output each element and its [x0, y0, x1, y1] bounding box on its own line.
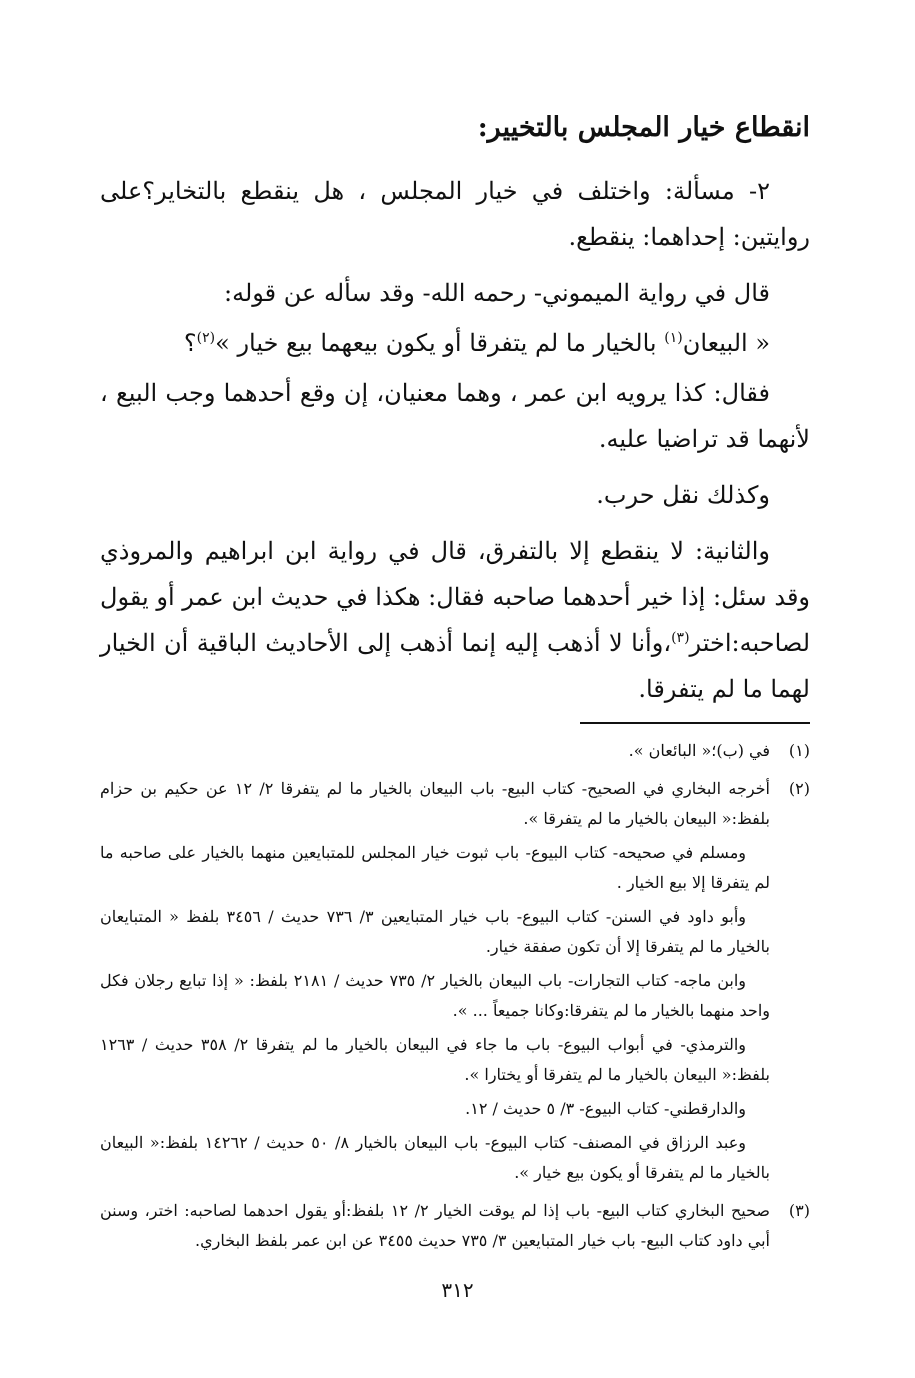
footnote-ref-2: (٢) — [196, 330, 216, 346]
footnote-2 — [100, 774, 810, 1192]
footnote-ref-1: (١) — [664, 330, 683, 346]
paragraph-2: قال في رواية الميموني- رحمه الله- وقد سأله عن قوله: — [224, 279, 770, 307]
paragraph-3-quote — [100, 320, 810, 366]
footnote-body — [100, 1196, 770, 1260]
footnote-body — [100, 774, 770, 1192]
paragraph-6-part-a: والثانية: لا ينقطع إلا بالتفرق، قال في رواية ابن ابراهيم والمروذي وقد سئل: إذا خير أحدهما صاحبه فقال: هكذا في حديث ابن عمر أو يقول لصاحبه:اختر — [100, 537, 811, 657]
footnote-line: وعبد الرزاق في المصنف- كتاب البيوع- باب البيعان بالخيار ٨/ ٥٠ حديث / ١٤٢٦٢ بلفظ:« البيعان بالخيار ما لم يتفرقا أو يكون بيع خيار ». — [100, 1133, 770, 1182]
footnote-separator — [580, 722, 810, 724]
footnote-3 — [100, 1196, 810, 1260]
footnote-line: والترمذي- في أبواب البيوع- باب ما جاء في البيعان بالخيار ما لم يتفرقا ٢/ ٣٥٨ حديث / ١٢٦٣ بلفظ:« البيعان بالخيار ما لم يتفرقا أو يختارا ». — [100, 1035, 770, 1084]
footnote-line: صحيح البخاري كتاب البيع- باب إذا لم يوقت الخيار ٢/ ١٢ بلفظ:أو يقول احدهما لصاحبه: اختر، وسنن أبي داود كتاب البيع- باب خيار المتبايعين ٣/ ٧٣٥ حديث ٣٤٥٥ عن ابن عمر بلفظ البخاري. — [100, 1201, 771, 1250]
footnote-1 — [100, 736, 810, 770]
quote-part-a: « البيعان — [682, 329, 770, 357]
footnote-ref-3: (٣) — [671, 630, 690, 646]
paragraph-6 — [100, 528, 810, 712]
footnote-number: (٢) — [788, 779, 810, 798]
paragraph-1: ٢- مسألة: واختلف في خيار المجلس ، هل ينقطع بالتخاير؟على روايتين: إحداهما: ينقطع. — [100, 177, 810, 251]
footnote-line: أخرجه البخاري في الصحيح- كتاب البيع- باب البيعان بالخيار ما لم يتفرقا ٢/ ١٢ عن حكيم بن حزام بلفظ:« البيعان بالخيار ما لم يتفرقا ». — [100, 779, 771, 828]
document-page — [100, 108, 810, 1264]
footnotes — [100, 736, 810, 1260]
footnote-line: وابن ماجه- كتاب التجارات- باب البيعان بالخيار ٢/ ٧٣٥ حديث / ٢١٨١ بلفظ: « إذا تبايع رجلان فكل واحد منهما بالخيار ما لم يتفرقا:وكانا جميعاً ... ». — [100, 971, 770, 1020]
footnote-line: في (ب)؛« البائعان ». — [628, 741, 770, 760]
quote-part-b: بالخيار ما لم يتفرقا أو يكون بيعهما بيع خيار » — [215, 329, 665, 357]
footnote-number: (٣) — [788, 1201, 810, 1220]
footnote-line: وأبو داود في السنن- كتاب البيوع- باب خيار المتبايعين ٣/ ٧٣٦ حديث / ٣٤٥٦ بلفظ « المتبايعان بالخيار ما لم يتفرقا إلا أن تكون صفقة خيار. — [100, 907, 770, 956]
footnote-number: (١) — [788, 741, 810, 760]
page-number: ٣١٢ — [441, 1278, 474, 1302]
paragraph-6-part-b: ،وأنا لا أذهب إليه إنما أذهب إلى الأحاديث الباقية أن الخيار لهما ما لم يتفرقا. — [100, 629, 810, 703]
footnote-line: ومسلم في صحيحه- كتاب البيوع- باب ثبوت خيار المجلس للمتبايعين منهما بالخيار على صاحبه ما لم يتفرقا إلا بيع الخيار . — [100, 843, 770, 892]
quote-part-c: ؟ — [183, 329, 197, 357]
footnote-body — [100, 736, 770, 770]
paragraph-5: وكذلك نقل حرب. — [596, 481, 770, 509]
footnote-line: والدارقطني- كتاب البيوع- ٣/ ٥ حديث / ١٢. — [465, 1099, 746, 1118]
paragraph-4: فقال: كذا يرويه ابن عمر ، وهما معنيان، إن وقع أحدهما وجب البيع ، لأنهما قد تراضيا عليه. — [100, 379, 810, 453]
section-heading: انقطاع خيار المجلس بالتخيير: — [477, 112, 810, 143]
